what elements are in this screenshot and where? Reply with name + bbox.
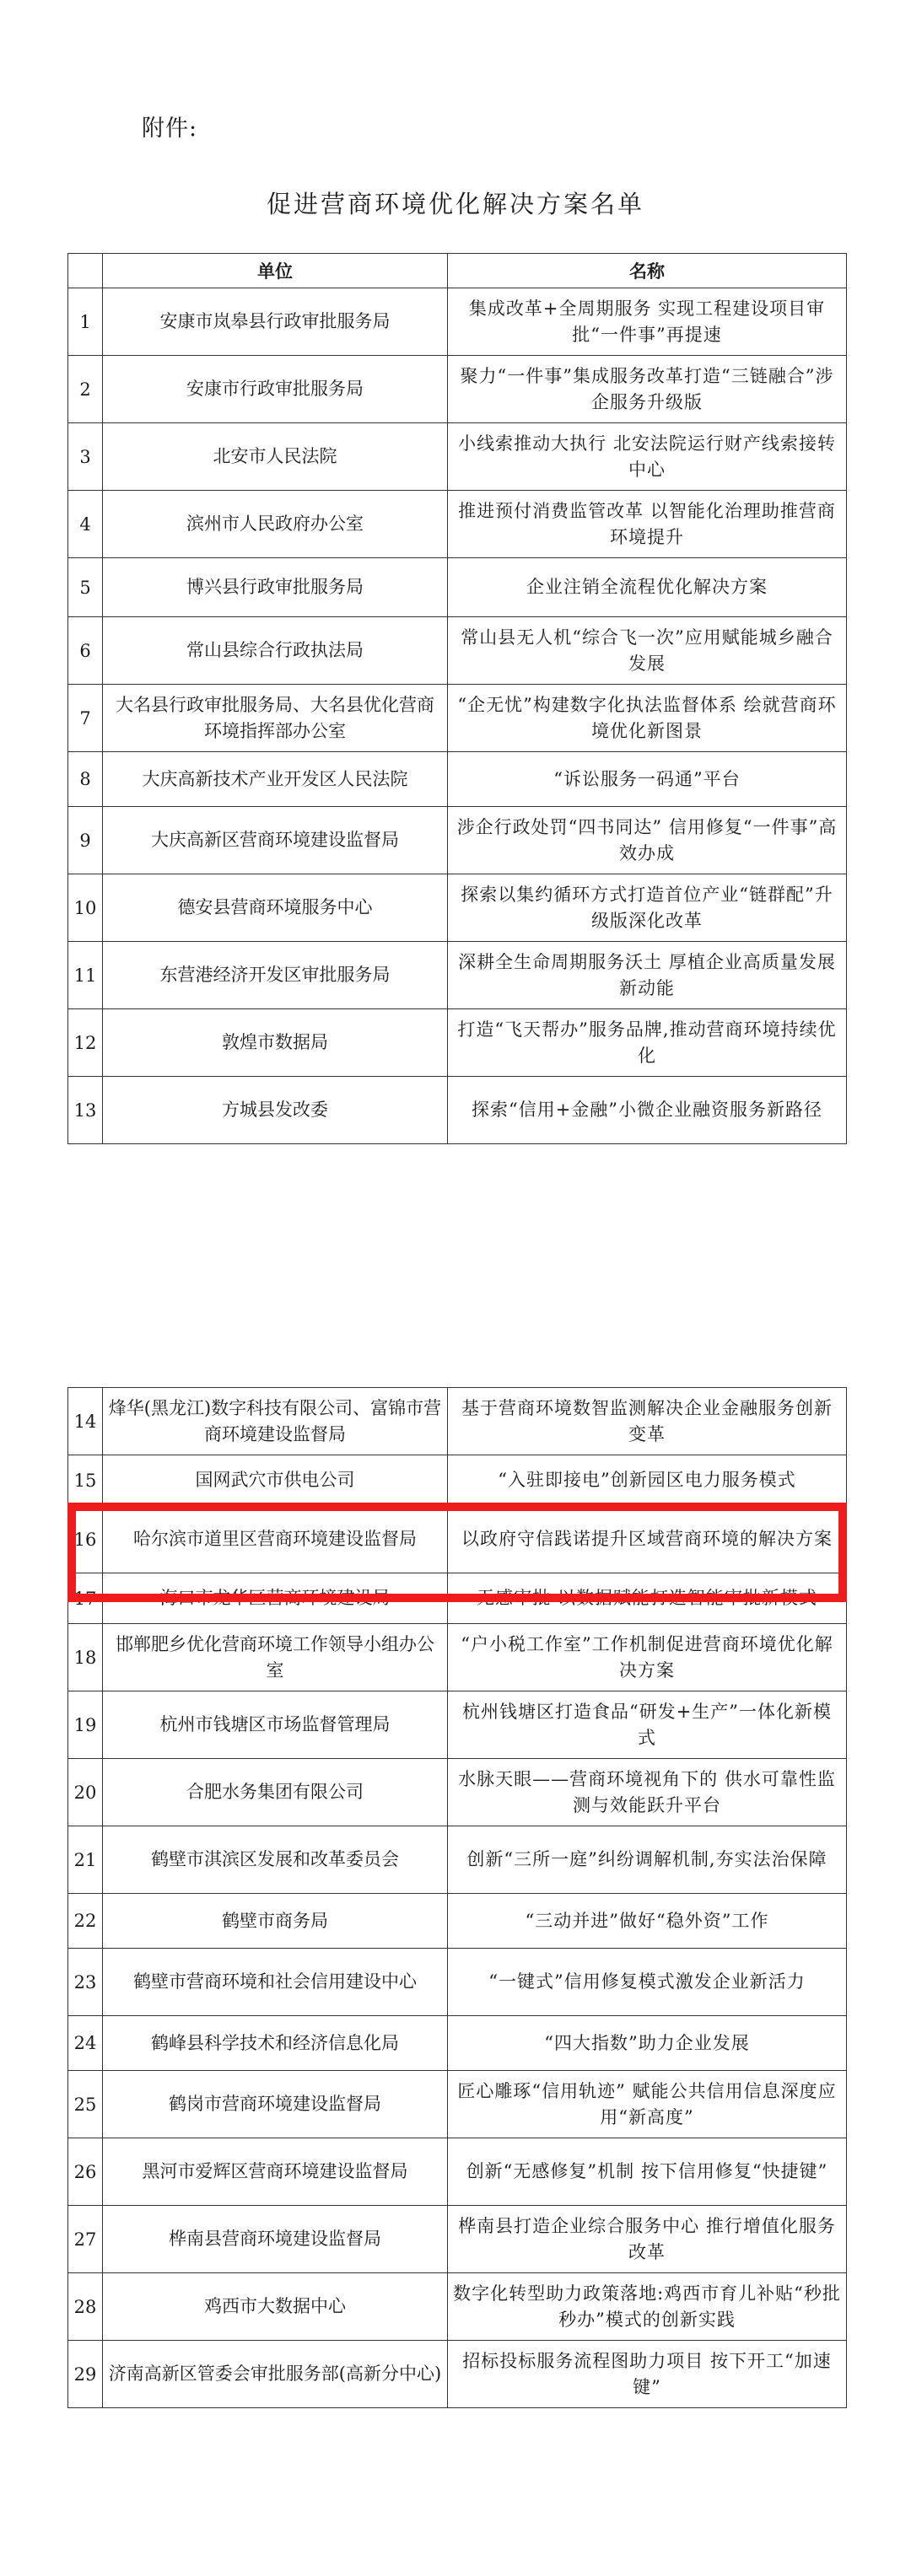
row-solution-name: 深耕全生命周期服务沃土 厚植企业高质量发展新动能 [448,942,847,1009]
row-number: 25 [68,2071,103,2138]
table-row [68,356,847,423]
row-unit: 合肥水务集团有限公司 [103,1759,448,1826]
row-unit: 海口市龙华区营商环境建设局 [103,1573,448,1624]
row-unit: 黑河市爱辉区营商环境建设监督局 [103,2138,448,2206]
table-row [68,1388,847,1455]
row-unit: 鸡西市大数据中心 [103,2273,448,2341]
row-unit: 哈尔滨市道里区营商环境建设监督局 [103,1506,448,1573]
row-unit: 常山县综合行政执法局 [103,617,448,685]
table-row [68,1009,847,1077]
row-unit: 鹤壁市商务局 [103,1894,448,1949]
table-row [68,807,847,874]
header-name: 名称 [448,254,847,288]
row-number: 18 [68,1624,103,1691]
table-row [68,1759,847,1826]
table-row [68,617,847,685]
row-number: 3 [68,423,103,491]
row-solution-name: 杭州钱塘区打造食品“研发+生产”一体化新模式 [448,1691,847,1759]
row-solution-name: 企业注销全流程优化解决方案 [448,558,847,617]
row-solution-name: “三动并进”做好“稳外资”工作 [448,1894,847,1949]
row-number: 2 [68,356,103,423]
row-number: 17 [68,1573,103,1624]
row-number: 19 [68,1691,103,1759]
row-solution-name: “入驻即接电”创新园区电力服务模式 [448,1455,847,1506]
row-number: 7 [68,685,103,752]
row-number: 1 [68,288,103,356]
row-unit: 德安县营商环境服务中心 [103,874,448,942]
row-unit: 鹤壁市淇滨区发展和改革委员会 [103,1826,448,1894]
row-unit: 东营港经济开发区审批服务局 [103,942,448,1009]
table-row [68,1455,847,1506]
row-solution-name: 聚力“一件事”集成服务改革打造“三链融合”涉企服务升级版 [448,356,847,423]
row-number: 5 [68,558,103,617]
row-number: 14 [68,1388,103,1455]
row-solution-name: 涉企行政处罚“四书同达” 信用修复“一件事”高效办成 [448,807,847,874]
row-number: 10 [68,874,103,942]
row-solution-name: “企无忧”构建数字化执法监督体系 绘就营商环境优化新图景 [448,685,847,752]
table-row [68,1624,847,1691]
table-row [68,2341,847,2408]
table-row [68,874,847,942]
row-solution-name: 数字化转型助力政策落地:鸡西市育儿补贴“秒批秒办”模式的创新实践 [448,2273,847,2341]
row-solution-name: 探索以集约循环方式打造首位产业“链群配”升级版深化改革 [448,874,847,942]
table-row [68,2206,847,2273]
row-unit: 杭州市钱塘区市场监督管理局 [103,1691,448,1759]
row-solution-name: 无感审批 以数据赋能打造智能审批新模式 [448,1573,847,1624]
row-unit: 济南高新区管委会审批服务部(高新分中心) [103,2341,448,2408]
red-highlight-box [67,1503,847,1602]
row-unit: 鹤峰县科学技术和经济信息化局 [103,2016,448,2071]
row-number: 9 [68,807,103,874]
row-unit: 大庆高新技术产业开发区人民法院 [103,752,448,807]
row-solution-name: 水脉天眼——营商环境视角下的 供水可靠性监测与效能跃升平台 [448,1759,847,1826]
row-unit: 安康市行政审批服务局 [103,356,448,423]
row-unit: 大庆高新区营商环境建设监督局 [103,807,448,874]
row-solution-name: 打造“飞天帮办”服务品牌,推动营商环境持续优化 [448,1009,847,1077]
attachment-label: 附件: [142,116,198,142]
table-row [68,2273,847,2341]
row-unit: 鹤岗市营商环境建设监督局 [103,2071,448,2138]
document-title: 促进营商环境优化解决方案名单 [266,190,644,218]
row-number: 6 [68,617,103,685]
table-row [68,2071,847,2138]
table-row [68,2138,847,2206]
row-number: 21 [68,1826,103,1894]
table-row [68,1077,847,1144]
row-solution-name: 常山县无人机“综合飞一次”应用赋能城乡融合发展 [448,617,847,685]
row-number: 26 [68,2138,103,2206]
row-unit: 博兴县行政审批服务局 [103,558,448,617]
row-solution-name: 创新“三所一庭”纠纷调解机制,夯实法治保障 [448,1826,847,1894]
row-unit: 敦煌市数据局 [103,1009,448,1077]
header-unit: 单位 [103,254,448,288]
row-solution-name: 探索“信用+金融”小微企业融资服务新路径 [448,1077,847,1144]
table-row [68,1826,847,1894]
row-solution-name: “户小税工作室”工作机制促进营商环境优化解决方案 [448,1624,847,1691]
table-row [68,558,847,617]
table-row [68,1691,847,1759]
row-number: 24 [68,2016,103,2071]
row-unit: 北安市人民法院 [103,423,448,491]
row-solution-name: 以政府守信践诺提升区域营商环境的解决方案 [448,1506,847,1573]
table-row [68,2016,847,2071]
row-unit: 滨州市人民政府办公室 [103,491,448,558]
row-number: 13 [68,1077,103,1144]
row-number: 12 [68,1009,103,1077]
table-row [68,1949,847,2016]
row-unit: 安康市岚皋县行政审批服务局 [103,288,448,356]
row-unit: 烽华(黑龙江)数字科技有限公司、富锦市营商环境建设监督局 [103,1388,448,1455]
row-solution-name: 创新“无感修复”机制 按下信用修复“快捷键” [448,2138,847,2206]
row-unit: 鹤壁市营商环境和社会信用建设中心 [103,1949,448,2016]
solutions-table-part1 [67,253,847,1144]
row-number: 11 [68,942,103,1009]
row-number: 20 [68,1759,103,1826]
row-unit: 桦南县营商环境建设监督局 [103,2206,448,2273]
row-solution-name: 桦南县打造企业综合服务中心 推行增值化服务改革 [448,2206,847,2273]
row-solution-name: “四大指数”助力企业发展 [448,2016,847,2071]
row-number: 16 [68,1506,103,1573]
row-unit: 国网武穴市供电公司 [103,1455,448,1506]
row-solution-name: 小线索推动大执行 北安法院运行财产线索接转中心 [448,423,847,491]
row-unit: 大名县行政审批服务局、大名县优化营商环境指挥部办公室 [103,685,448,752]
row-solution-name: “诉讼服务一码通”平台 [448,752,847,807]
row-number: 29 [68,2341,103,2408]
table-row [68,942,847,1009]
row-number: 23 [68,1949,103,2016]
header-no [68,254,103,288]
row-solution-name: 招标投标服务流程图助力项目 按下开工“加速键” [448,2341,847,2408]
row-number: 4 [68,491,103,558]
row-unit: 方城县发改委 [103,1077,448,1144]
table-row [68,423,847,491]
row-number: 15 [68,1455,103,1506]
table-row [68,685,847,752]
row-number: 27 [68,2206,103,2273]
row-solution-name: 匠心雕琢“信用轨迹” 赋能公共信用信息深度应用“新高度” [448,2071,847,2138]
table-row [68,1894,847,1949]
row-solution-name: 推进预付消费监管改革 以智能化治理助推营商环境提升 [448,491,847,558]
row-solution-name: “一键式”信用修复模式激发企业新活力 [448,1949,847,2016]
row-number: 22 [68,1894,103,1949]
row-unit: 邯郸肥乡优化营商环境工作领导小组办公室 [103,1624,448,1691]
table-row [68,491,847,558]
row-solution-name: 集成改革+全周期服务 实现工程建设项目审批“一件事”再提速 [448,288,847,356]
row-solution-name: 基于营商环境数智监测解决企业金融服务创新变革 [448,1388,847,1455]
row-number: 28 [68,2273,103,2341]
table-row [68,752,847,807]
table-row [68,288,847,356]
row-number: 8 [68,752,103,807]
